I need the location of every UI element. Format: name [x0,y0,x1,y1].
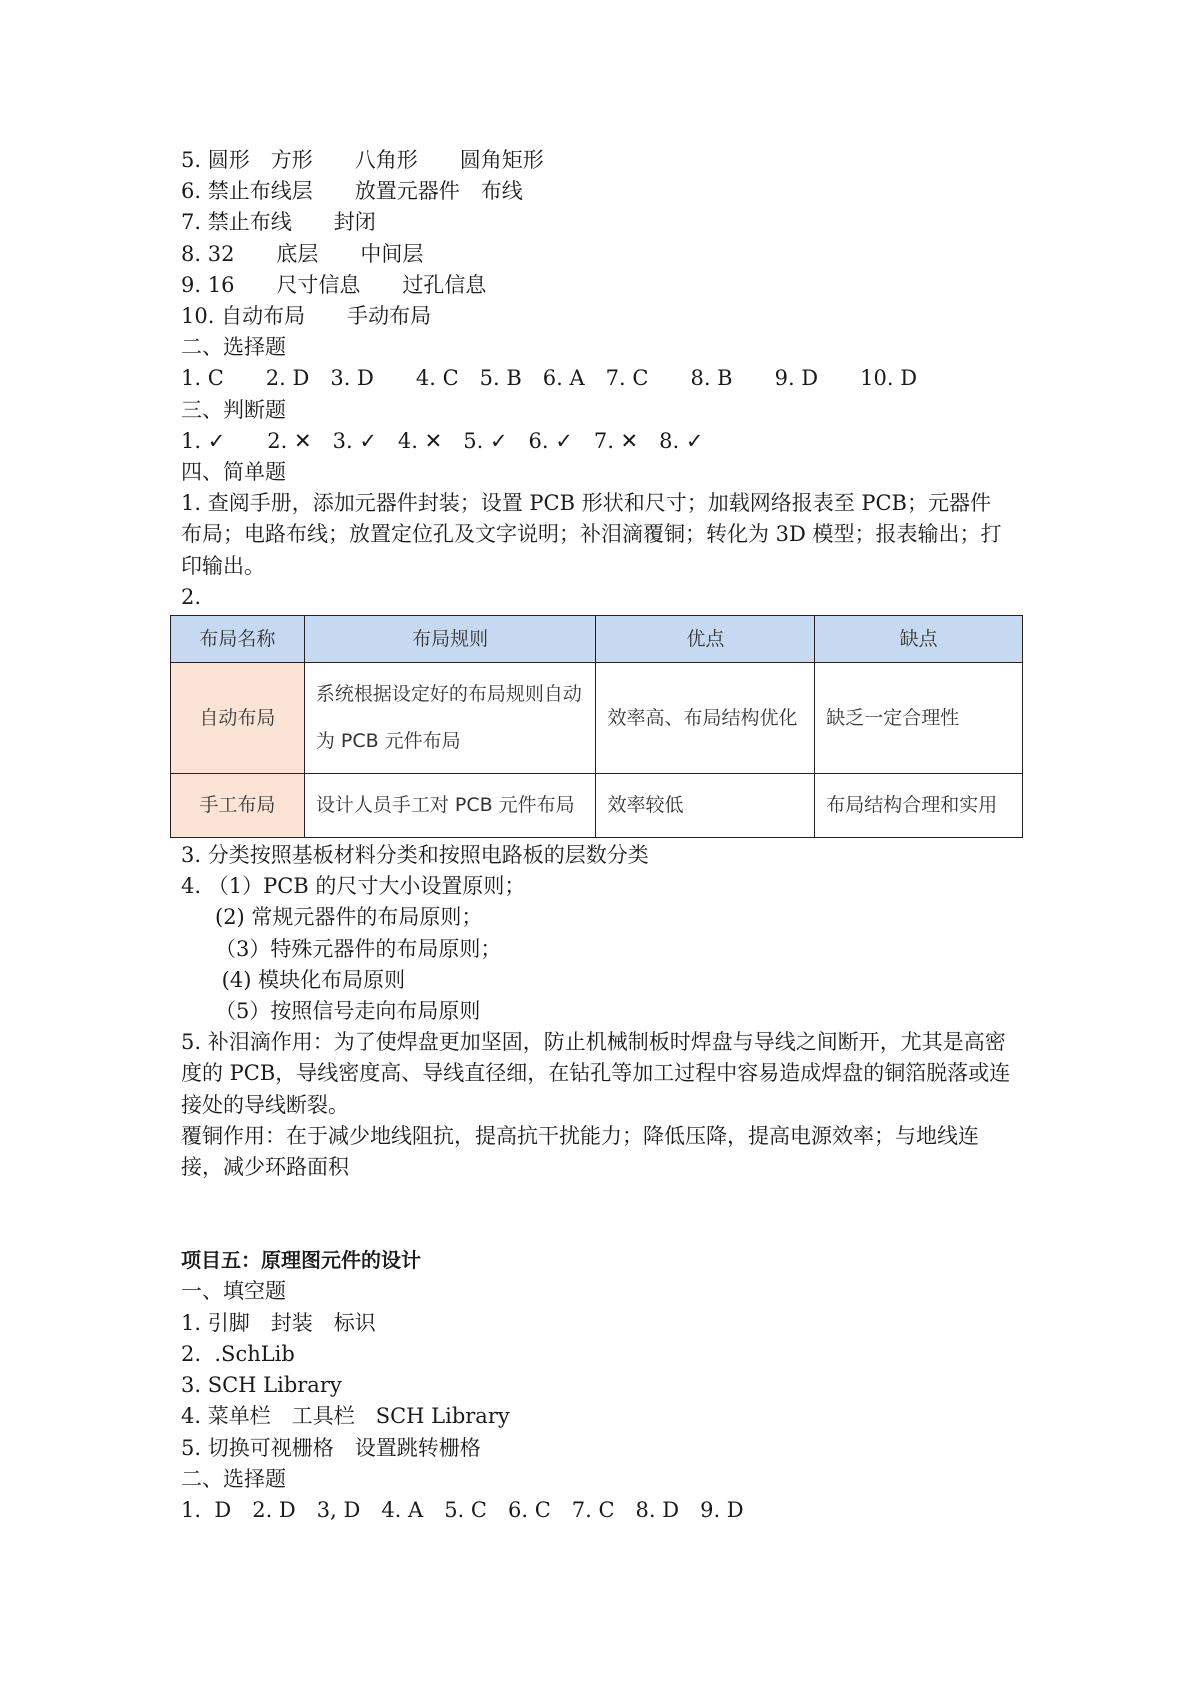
layout-comparison-table [170,615,1023,838]
table-header-cell: 布局规则 [304,616,596,663]
section-spacer [181,1183,1011,1245]
p5-fill-heading: 一、填空题 [181,1279,286,1304]
short-heading: 四、简单题 [181,460,286,485]
fill-answer-10: 10. 自动布局 手动布局 [181,304,432,329]
short-answer-2-label: 2. [181,584,202,609]
short-answer-4-item: （3）特殊元器件的布局原则； [215,936,502,961]
project5-title: 项目五：原理图元件的设计 [181,1248,421,1273]
fill-answer-6: 6. 禁止布线层 放置元器件 布线 [181,179,523,204]
table-header-row [171,616,1023,663]
table-cell: 手工布局 [171,774,305,838]
choice-heading: 二、选择题 [181,335,286,360]
fill-answer-5: 5. 圆形 方形 八角形 圆角矩形 [181,148,544,172]
fill-answer-8: 8. 32 底层 中间层 [181,241,424,266]
short-answer-4-item: (4) 模块化布局原则 [215,967,406,992]
table-header-cell: 优点 [596,616,815,663]
table-row [171,663,1023,774]
short-answer-3: 3. 分类按照基板材料分类和按照电路板的层数分类 [181,843,649,868]
table-row [171,774,1023,838]
short-answer-5-copper: 覆铜作用：在于减少地线阻抗，提高抗干扰能力；降低压降，提高电源效率；与地线连接，减少环路面积 [181,1123,979,1180]
page-content [181,145,1011,1526]
short-answer-5-teardrop: 5. 补泪滴作用：为了使焊盘更加坚固，防止机械制板时焊盘与导线之间断开，尤其是高密度的 PCB，导线密度高、导线直径细，在钻孔等加工过程中容易造成焊盘的铜箔脱落或连接处的导线断裂。 [181,1030,1011,1117]
table-header-cell: 缺点 [815,616,1023,663]
table-cell: 设计人员手工对 PCB 元件布局 [304,774,596,838]
short-answer-4-item: (2) 常规元器件的布局原则； [215,905,483,930]
judge-heading: 三、判断题 [181,397,286,422]
table-cell: 缺乏一定合理性 [815,663,1023,774]
short-answer-4-item: （5）按照信号走向布局原则 [215,999,481,1024]
table-cell: 自动布局 [171,663,305,774]
table-cell: 效率较低 [596,774,815,838]
p5-fill-answer: 1. 引脚 封装 标识 [181,1310,376,1335]
judge-answers: 1. ✓ 2. ✕ 3. ✓ 4. ✕ 5. ✓ 6. ✓ 7. ✕ 8. ✓ [181,428,704,453]
table-cell: 布局结构合理和实用 [815,774,1023,838]
p5-choice-answers: 1. D 2. D 3, D 4. A 5. C 6. C 7. C 8. D 9. D [181,1497,744,1522]
fill-answer-7: 7. 禁止布线 封闭 [181,210,376,235]
short-answer-1: 1. 查阅手册，添加元器件封装；设置 PCB 形状和尺寸；加载网络报表至 PCB；元器件布局；电路布线；放置定位孔及文字说明；补泪滴覆铜；转化为 3D 模型；报表输出；打印输出。 [181,491,1002,578]
table-cell: 系统根据设定好的布局规则自动为 PCB 元件布局 [304,663,596,774]
p5-fill-answer: 3. SCH Library [181,1373,342,1398]
p5-fill-answer: 5. 切换可视栅格 设置跳转栅格 [181,1435,481,1460]
p5-fill-answer: 2. .SchLib [181,1341,295,1366]
choice-answers: 1. C 2. D 3. D 4. C 5. B 6. A 7. C 8. B 9. D 10. D [181,366,918,391]
table-cell: 效率高、布局结构优化 [596,663,815,774]
p5-fill-answer: 4. 菜单栏 工具栏 SCH Library [181,1404,510,1429]
p5-choice-heading: 二、选择题 [181,1466,286,1491]
table-header-cell: 布局名称 [171,616,305,663]
fill-answer-9: 9. 16 尺寸信息 过孔信息 [181,272,487,297]
short-answer-4-title: 4. （1）PCB 的尺寸大小设置原则； [181,874,526,899]
